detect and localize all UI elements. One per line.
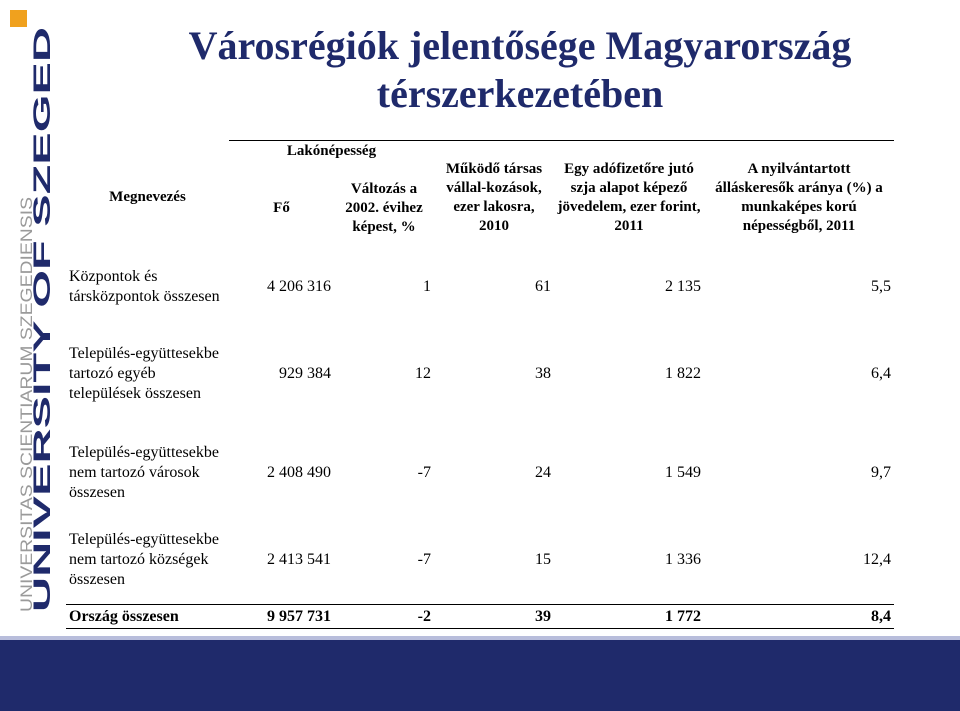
- table-row: [66, 517, 894, 605]
- cell-companies: 61: [535, 277, 551, 295]
- total-companies: 39: [535, 607, 551, 625]
- header-change: Változás a 2002. évihez képest, %: [345, 181, 423, 235]
- page-title: Városrégiók jelentősége Magyarország térszerkezetében: [188, 23, 852, 116]
- row-name: Központok és társközpontok összesen: [69, 267, 220, 305]
- table-row: [66, 429, 894, 517]
- cell-unemployed: 6,4: [871, 364, 891, 382]
- table-row: [66, 319, 894, 429]
- header-persons: Fő: [273, 200, 290, 216]
- cell-companies: 24: [535, 463, 551, 481]
- cell-change: 12: [415, 364, 431, 382]
- data-table: [66, 140, 894, 629]
- cell-persons: 2 413 541: [267, 551, 331, 569]
- cell-unemployed: 9,7: [871, 463, 891, 481]
- cell-unemployed: 12,4: [863, 551, 891, 569]
- total-name: Ország összesen: [69, 607, 179, 625]
- total-persons: 9 957 731: [267, 607, 331, 625]
- header-name: Megnevezés: [109, 189, 186, 205]
- cell-income: 1 549: [665, 463, 701, 481]
- header-unemployed: A nyilvántartott álláskeresők aránya (%) a munkaképes korú népességből, 2011: [704, 141, 894, 255]
- logo-line-2: UNIVERSITAS SCIENTIARUM SZEGEDIENSIS: [17, 247, 36, 612]
- cell-companies: 38: [535, 364, 551, 382]
- cell-persons: 4 206 316: [267, 277, 331, 295]
- row-name: Település-együttesekbe nem tartozó községek összesen: [69, 531, 219, 589]
- cell-companies: 15: [535, 551, 551, 569]
- cell-persons: 2 408 490: [267, 463, 331, 481]
- header-income: Egy adófizetőre jutó szja alapot képező jövedelem, ezer forint, 2011: [554, 141, 704, 255]
- header-row-1: [66, 141, 894, 163]
- cell-unemployed: 5,5: [871, 277, 891, 295]
- header-companies: Működő társas vállal-kozások, ezer lakosra, 2010: [434, 141, 554, 255]
- total-change: -2: [417, 607, 431, 625]
- row-name: Település-együttesekbe nem tartozó városok összesen: [69, 443, 219, 501]
- cell-income: 1 822: [665, 364, 701, 382]
- total-unemployed: 8,4: [871, 607, 891, 625]
- total-row: [66, 605, 894, 629]
- footer-band: [0, 640, 960, 711]
- cell-change: -7: [417, 551, 431, 569]
- cell-change: -7: [417, 463, 431, 481]
- header-population-group: Lakónépesség: [229, 141, 434, 163]
- university-logo: [0, 0, 66, 640]
- logo-line-1: UNIVERSITY OF SZEGED: [29, 323, 56, 612]
- table-row: [66, 255, 894, 319]
- cell-income: 2 135: [665, 277, 701, 295]
- total-income: 1 772: [665, 607, 701, 625]
- cell-persons: 929 384: [279, 364, 331, 382]
- row-name: Település-együttesekbe tartozó egyéb települések összesen: [69, 344, 219, 402]
- cell-income: 1 336: [665, 551, 701, 569]
- cell-change: 1: [423, 277, 431, 295]
